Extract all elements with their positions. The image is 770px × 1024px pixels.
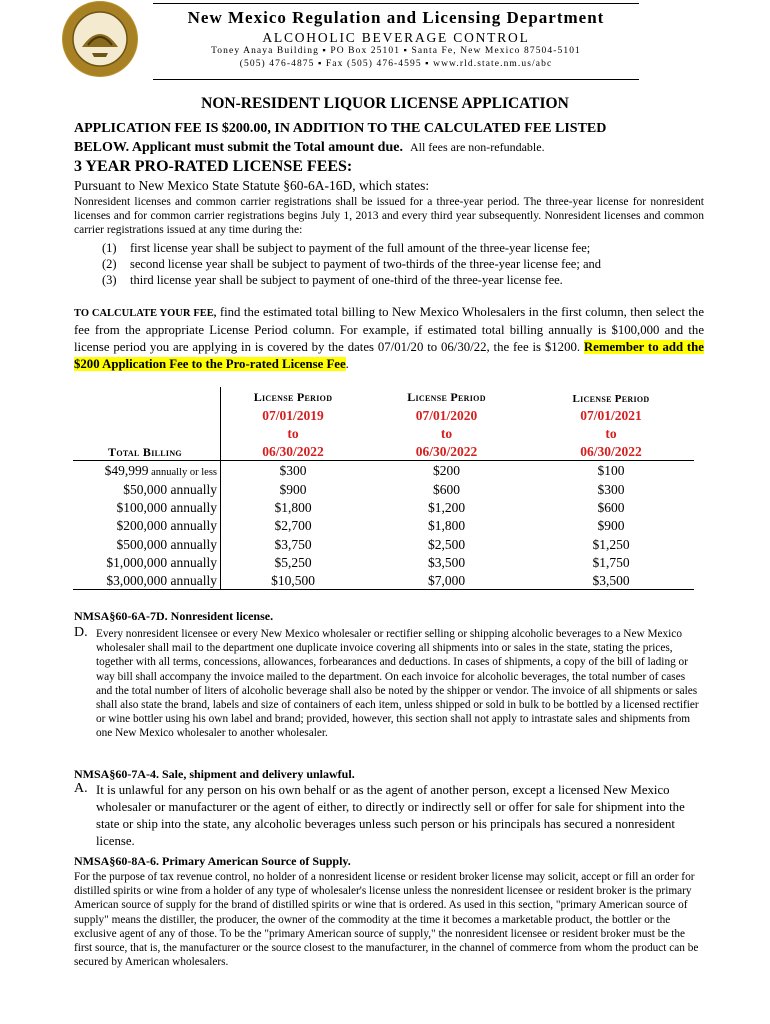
- calculate-end: .: [345, 357, 349, 371]
- billing-amount: $49,999: [104, 463, 149, 479]
- fee-cell: $3,500: [427, 554, 466, 570]
- list-item: [102, 240, 702, 256]
- fee-cell: $300: [279, 463, 307, 479]
- table-row: [73, 571, 694, 590]
- period-to: to: [440, 425, 453, 441]
- list-item-number: (3): [102, 273, 117, 287]
- list-item-text: third license year shall be subject to payment of one-third of the three-year license fee.: [130, 273, 563, 287]
- agency-address: Toney Anaya Building ▪ PO Box 25101 ▪ Santa Fe, New Mexico 87504-5101: [211, 46, 581, 56]
- list-item-number: (2): [102, 257, 117, 271]
- fee-cell: $10,500: [271, 573, 315, 589]
- fee-table: [73, 387, 694, 590]
- page-title: NON-RESIDENT LIQUOR LICENSE APPLICATION: [201, 95, 569, 112]
- agency-name: New Mexico Regulation and Licensing Department: [187, 8, 605, 27]
- table-header-row: [73, 424, 694, 442]
- fee-cell: $600: [433, 481, 460, 497]
- fee-cell: $2,700: [274, 518, 312, 534]
- header-top-rule: [153, 3, 639, 4]
- table-row: [73, 534, 694, 552]
- fee-cell: $7,000: [427, 573, 466, 589]
- period-label: License Period: [253, 390, 333, 405]
- law-letter: A.: [74, 781, 88, 796]
- fee-cell: $200: [433, 463, 460, 479]
- prorated-list: [102, 240, 702, 288]
- period-end: 06/30/2022: [580, 444, 642, 460]
- fee-cell: $300: [597, 481, 625, 497]
- fee-cell: $1,200: [427, 500, 466, 516]
- application-fee-reminder: Remember to add the $200 Application Fee to the Pro-rated License Fee: [74, 340, 704, 371]
- calculate-fee-paragraph: [74, 304, 704, 373]
- statute-reference: Pursuant to New Mexico State Statute §60-6A-16D, which states:: [74, 178, 430, 193]
- state-seal-logo: [62, 1, 138, 77]
- billing-cell: $500,000 annually: [73, 534, 221, 552]
- law-text: It is unlawful for any person on his own behalf or as the agent of another person, except a licensed New Mexico wholesaler or manufacturer or the agent of either, to directly or indirectly sell or offer for sale for shipment into the state or ship into the state, any alcoholic beverages unless such person or his principals has secured a nonresident license.: [96, 783, 685, 848]
- table-header-row: [73, 442, 694, 461]
- table-header-row: [73, 387, 694, 405]
- list-item: [102, 256, 702, 272]
- table-row: [73, 516, 694, 534]
- period-to: to: [287, 425, 299, 441]
- fee-cell: $900: [597, 518, 625, 534]
- division-name: ALCOHOLIC BEVERAGE CONTROL: [262, 30, 530, 45]
- list-item: [102, 272, 702, 288]
- law-letter: D.: [74, 625, 88, 640]
- fee-notice-line-2: BELOW. Applicant must submit the Total amount due.: [74, 140, 403, 155]
- billing-suffix: annually or less: [148, 467, 217, 479]
- period-start: 07/01/2019: [262, 407, 324, 423]
- fee-cell: $2,500: [427, 536, 466, 552]
- period-end: 06/30/2022: [262, 444, 324, 460]
- fee-cell: $1,800: [427, 518, 466, 534]
- list-item-text: first license year shall be subject to payment of the full amount of the three-year license fee;: [130, 241, 591, 255]
- period-to: to: [605, 425, 617, 441]
- law-heading: NMSA§60-8A-6. Primary American Source of Supply.: [74, 854, 351, 868]
- law-text: Every nonresident licensee or every New Mexico wholesaler or rectifier selling or shipping alcoholic beverages to a New Mexico wholesaler shall mail to the department one duplicate invoice covering all shipments into or sales in the state, stating the prices, together with all terms, concessions, allowances, forbearances and deductions. In cases of shipments, a copy of the bill of lading or way bill shall accompany the invoice mailed to the department. On each invoice for alcoholic beverages, the total number of cases and the total number of liters of alcoholic beverage shall also be noted by the shipper or vendor. The invoice of all shipments or sales shall also state the brand, labels and size of containers of each item, unless shipped or sold in bulk to be bottled by a licensed rectifier or wine bottler using his own label and brand; provided, however, this section shall not apply to intrastate sales and shipments from one New Mexico wholesaler to another wholesaler.: [96, 628, 699, 740]
- table-row: [73, 479, 694, 497]
- total-billing-header: Total Billing: [73, 442, 221, 461]
- fee-cell: $3,500: [592, 573, 630, 589]
- list-item-number: (1): [102, 241, 117, 255]
- billing-cell: $50,000 annually: [73, 479, 221, 497]
- prorated-heading: 3 YEAR PRO-RATED LICENSE FEES:: [74, 158, 353, 175]
- billing-cell: $100,000 annually: [73, 498, 221, 516]
- period-start: 07/01/2020: [415, 407, 478, 423]
- table-row: [73, 553, 694, 571]
- header-bottom-rule: [153, 79, 639, 80]
- list-item-text: second license year shall be subject to payment of two-thirds of the three-year license fee; and: [130, 257, 601, 271]
- period-label: License Period: [407, 390, 486, 405]
- fee-cell: $100: [597, 463, 625, 479]
- billing-cell: $1,000,000 annually: [73, 553, 221, 571]
- fee-cell: $900: [279, 481, 307, 497]
- fee-cell: $600: [597, 500, 625, 516]
- period-start: 07/01/2021: [580, 407, 642, 423]
- period-label: License Period: [572, 393, 650, 406]
- law-heading: NMSA§60-6A-7D. Nonresident license.: [74, 609, 274, 623]
- fee-notice-line-1: APPLICATION FEE IS $200.00, IN ADDITION TO THE CALCULATED FEE LISTED: [74, 121, 607, 136]
- application-fee-notice: [74, 120, 704, 157]
- calculate-lead: TO CALCULATE YOUR FEE,: [74, 308, 217, 319]
- billing-cell: $3,000,000 annually: [73, 571, 221, 590]
- calculate-text: find the estimated total billing to New Mexico Wholesalers in the first column, then select the fee from the appropriate License Period column. For example, if estimated total billing annually is $100,000 and the license period you are applying in is covered by the dates 07/01/20 to 06/30/22, the fee is $1200.: [74, 305, 704, 354]
- table-row: [73, 498, 694, 516]
- fee-cell: $1,750: [592, 554, 630, 570]
- statute-text: Nonresident licenses and common carrier registrations shall be issued for a three-year period. The three-year license for nonresident licenses and for common carrier registrations begins July 1, 2013 and every third year subsequently. Nonresident licenses and common carrier registrations issued at any time during the:: [74, 196, 704, 236]
- table-row: [73, 461, 694, 480]
- billing-cell: $200,000 annually: [73, 516, 221, 534]
- law-heading: NMSA§60-7A-4. Sale, shipment and delivery unlawful.: [74, 767, 355, 781]
- table-header-row: [73, 405, 694, 423]
- non-refundable-note: All fees are non-refundable.: [409, 140, 545, 154]
- fee-cell: $1,250: [592, 536, 630, 552]
- fee-cell: $1,800: [274, 500, 312, 516]
- law-text: For the purpose of tax revenue control, no holder of a nonresident license or resident broker license may solicit, accept or fill an order for distilled spirits or wine from a holder of any type of wholesaler's license unless the nonresident licensee or resident broker is the primary American source of supply for the brand of distilled spirits or wine that is ordered. As used in this section, "primary American source of supply" means the distiller, the producer, the owner of the commodity at the time it becomes a marketable product, the bottler or the exclusive agent of any of those. To be the "primary American source of supply," the nonresident licensee or resident broker must be the first source, that is, the manufacturer or the source closest to the manufacturer, in the channel of commerce from whom the product can be secured by American wholesalers.: [74, 871, 699, 969]
- agency-contact: (505) 476-4875 ▪ Fax (505) 476-4595 ▪ www.rld.state.nm.us/abc: [239, 59, 553, 69]
- fee-cell: $5,250: [274, 554, 312, 570]
- fee-cell: $3,750: [274, 536, 312, 552]
- period-end: 06/30/2022: [415, 444, 478, 460]
- billing-cell: [73, 461, 221, 480]
